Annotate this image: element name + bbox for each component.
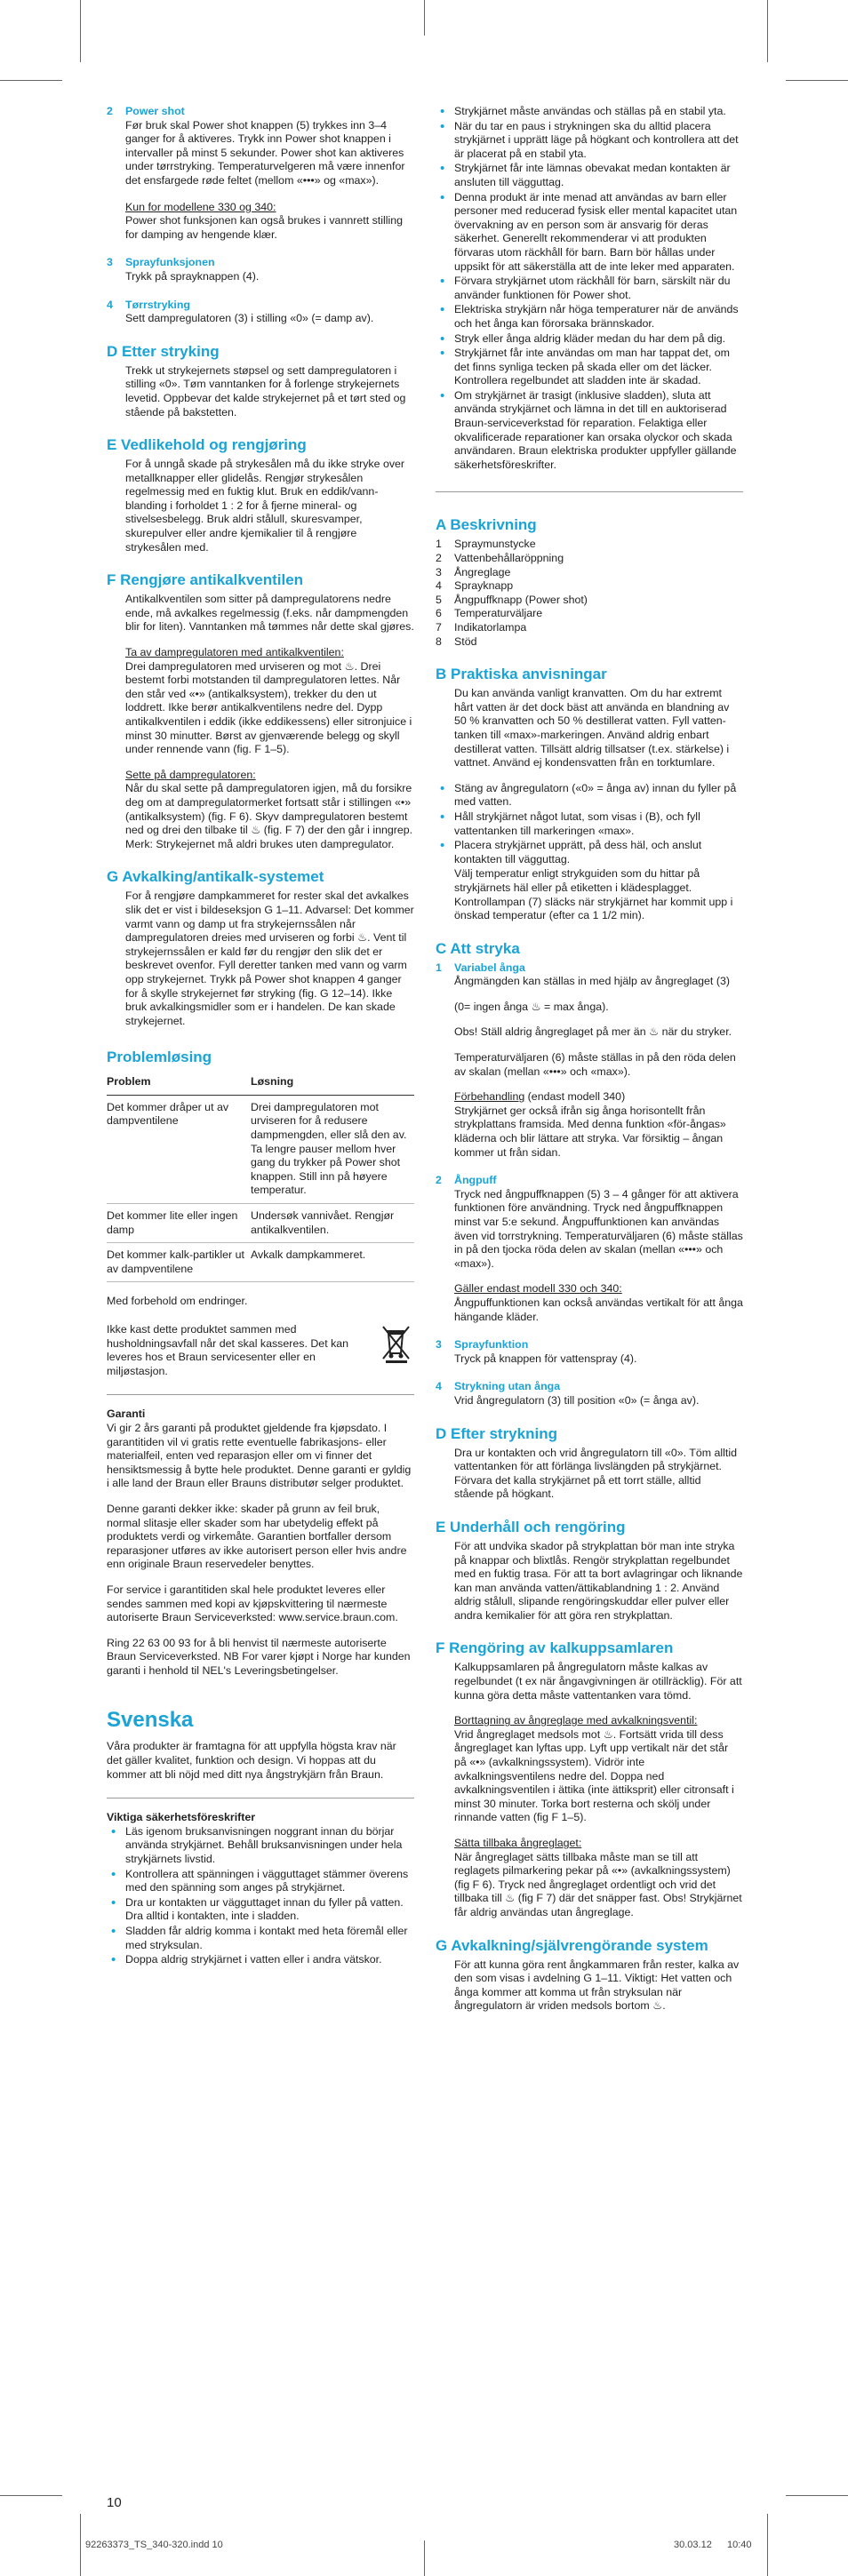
section-heading-g: G Avkalkning/självrengörande system: [436, 1936, 708, 1954]
crop-mark: [80, 0, 81, 62]
crop-mark: [767, 0, 768, 62]
left-column: [107, 105, 414, 1968]
svenska-intro: Våra produkter är framtagna för att uppfylla högsta krav när det gäller kvalitet, funktion och design. Vi hoppas att du kommer att bli nöjd med ditt nya ångstrykjärn från Braun.: [107, 1740, 396, 1781]
item-subtext: Power shot funksjonen kan også brukes i vannrett stilling for damping av hengende klær.: [125, 214, 404, 241]
list-item: [436, 635, 743, 650]
troubleshooting-table: [107, 1070, 414, 1282]
section-text: For å rengjøre dampkammeret for rester skal det avkalkes slik det er vist i bildeseksjon G 1–11. Advarsel: Det kommer varmt vann og damp ut fra strykejernssålen når dampregulatoren dreies med urviseren og forbi ♨. Vent til strykejernssålen er kald før du rengjør den slik det er beskrevet ovenfor. Fyll deretter tanken med vann og varm opp strykejernet. Trykk på Power shot knappen 4 ganger for å skylle strykejernet før stryking (fig. G 12–14). Ikke bruk avkalkingsmidler som er i handelen. De kan skade strykejernet.: [125, 889, 414, 1027]
footer-time: 10:40: [727, 2540, 752, 2550]
crop-mark: [0, 2495, 62, 2496]
safety-heading: Viktiga säkerhetsföreskrifter: [107, 1811, 256, 1824]
table-row: [107, 1095, 414, 1203]
item-subheading: Gäller endast modell 330 och 340:: [454, 1282, 622, 1296]
part-number: 6: [436, 607, 442, 620]
problem-cell: Det kommer kalk-partikler ut av dampventilene: [107, 1243, 251, 1282]
problem-cell: Det kommer lite eller ingen damp: [107, 1204, 251, 1243]
part-name: Ångreglage: [454, 565, 511, 578]
item-title: Variabel ånga: [454, 961, 525, 974]
list-item: [436, 579, 743, 594]
crop-mark: [80, 2514, 81, 2576]
item-text: Sett dampregulatoren (3) i stilling «0» (= damp av).: [125, 312, 374, 325]
list-item: • Doppa aldrig strykjärnet i vatten eller i andra vätskor.: [125, 1953, 414, 1967]
disclaimer-note: Med forbehold om endringer.: [107, 1295, 248, 1308]
item-title: Ångpuff: [454, 1174, 497, 1187]
norsk-item-power-shot: [107, 105, 414, 242]
norsk-item-spray: [107, 256, 414, 283]
section-heading-d: D Efter strykning: [436, 1424, 557, 1442]
part-name: Temperaturväljare: [454, 607, 543, 620]
section-text: Trekk ut strykejernets støpsel og sett dampregulatoren i stilling «0». Tøm vanntanken for å forlenge strykejernets levetid. Oppbevar det kalde strykejernet på et tørt sted og stående på bakstetten.: [125, 363, 406, 419]
list-item: • Strykjärnet måste användas och ställas på en stabil yta.: [454, 105, 743, 119]
weee-notice: [107, 1323, 414, 1378]
section-heading-a: A Beskrivning: [436, 516, 537, 534]
section-heading-f: F Rengjøre antikalkventilen: [107, 571, 304, 589]
list-item: • Läs igenom bruksanvisningen noggrant innan du börjar använda strykjärnet. Behåll bruksanvisningen under hela strykjärnets livstid.: [125, 1825, 414, 1867]
part-number: 5: [436, 593, 442, 606]
crop-mark: [767, 2514, 768, 2576]
filling-steps: [436, 782, 743, 867]
item-number: 3: [107, 256, 113, 269]
list-item: [436, 566, 743, 580]
crop-mark: [424, 2540, 425, 2576]
troubleshooting-heading: Problemløsing: [107, 1049, 212, 1066]
footer-date: 30.03.12: [674, 2540, 712, 2550]
norsk-item-torrstryking: [107, 299, 414, 326]
list-item: • Håll strykjärnet något lutat, som visas i (B), och fyll vattentanken till markeringen «max».: [454, 810, 743, 838]
column-header-solution: Løsning: [251, 1070, 414, 1095]
list-item: • Strykjärnet får inte användas om man har tappat det, om det finns synliga tecken på skada eller om det läcker. Kontrollera regelbundet att sladden inte är skadad.: [454, 347, 743, 388]
item-subheading: Förbehandling: [454, 1090, 525, 1104]
part-name: Vattenbehållaröppning: [454, 552, 564, 565]
garanti-text: Vi gir 2 års garanti på produktet gjeldende fra kjøpsdato. I garantitiden vil vi gratis rette eventuelle fabrikasjons- eller materialfeil, enten ved reparasjon eller om vi finner det hensiktsmessig å bytte hele produktet. Denne garanti er gyldig i alle land der Braun eller Brauns distributør selger produktet.: [107, 1421, 412, 1490]
part-number: 2: [436, 552, 442, 565]
item-number: 3: [436, 1338, 442, 1352]
svenska-heading: Svenska: [107, 1708, 194, 1733]
divider: [107, 1394, 414, 1395]
part-number: 3: [436, 565, 442, 578]
item-subheading-rest: (endast modell 340): [524, 1090, 626, 1104]
list-item: • Placera strykjärnet upprätt, på dess häl, och anslut kontakten till vägguttag.: [454, 839, 743, 866]
crop-mark: [0, 80, 62, 81]
list-item: [436, 552, 743, 566]
part-name: Stöd: [454, 634, 477, 648]
section-subheading: Sätta tillbaka ångreglaget:: [454, 1837, 582, 1849]
part-number: 8: [436, 634, 442, 648]
section-text: For å unngå skade på strykesålen må du ikke stryke over metallknapper eller glidelås. Rengjør strykesålen regelmessig med en fuktig klut. Bruk en eddik/vann-blanding i forholdet 1 : 2 for å fjerne mineral- og stivelsesbelegg. Bruk aldri stålull, skuresvamper, skurepulver eller andre kjemikalier til å rengjøre strykesålen med.: [125, 458, 405, 554]
solution-cell: Avkalk dampkammeret.: [251, 1243, 414, 1282]
garanti-text: For service i garantitiden skal hele produktet leveres eller sendes sammen med kopi av kjøpskvittering til nærmeste autoriserte Braun Serviceverksted: www.service.braun.com.: [107, 1583, 398, 1624]
item-title: Sprayfunktion: [454, 1338, 529, 1352]
section-heading-b: B Praktiska anvisningar: [436, 666, 607, 683]
divider: [436, 491, 743, 492]
item-text: Tryck på knappen för vattenspray (4).: [454, 1352, 637, 1365]
crossed-bin-icon: [379, 1323, 414, 1364]
svenska-item-variabel-anga: [436, 961, 743, 1160]
parts-list: [436, 538, 743, 649]
item-text: Obs! Ställ aldrig ångreglaget på mer än ♨ när du stryker.: [454, 1025, 732, 1039]
list-item: • Sladden får aldrig komma i kontakt med heta föremål eller med stryksulan.: [125, 1925, 414, 1952]
item-number: 2: [107, 105, 113, 117]
list-item: [436, 621, 743, 635]
list-item: • Förvara strykjärnet utom räckhåll för barn, särskilt när du använder funktionen för Power shot.: [454, 275, 743, 302]
list-item: [436, 607, 743, 621]
section-heading-e: E Underhåll och rengöring: [436, 1518, 626, 1535]
section-heading-d: D Etter stryking: [107, 342, 220, 360]
item-text: Strykjärnet ger också ifrån sig ånga horisontellt från strykplattans framsida. Med denna funktion «för-ångas» kläderna och blir lättare att stryka. Var försiktig – ångan kommer ut från sidan.: [454, 1104, 726, 1159]
safety-list: [107, 1825, 414, 1967]
table-header-row: [107, 1070, 414, 1095]
section-text: Dra ur kontakten och vrid ångregulatorn till «0». Töm alltid vattentanken för att förlänga livslängden på strykjärnet. Förvara det kalla strykjärnet på ett torrt ställe, alltid stående på högkant.: [454, 1446, 737, 1501]
list-item: • Kontrollera att spänningen i vägguttaget stämmer överens med den spänning som anges på strykjärnet.: [125, 1868, 414, 1895]
item-text: Trykk på sprayknappen (4).: [125, 269, 260, 283]
section-heading-e: E Vedlikehold og rengjøring: [107, 436, 307, 454]
list-item: [436, 538, 743, 552]
page-number: 10: [107, 2495, 122, 2510]
section-text: För att undvika skador på strykplattan bör man inte stryka på knappar och blixtlås. Rengör strykplattan regelbundet med en fuktig trasa. För att ta bort avlagringar och liknande kan man använda vatten/ättikablandning 1 : 2. Använd aldrig stålull, slipande rengöringskuddar eller pulver eller andra kemikalier för att göra ren strykplattan.: [454, 1539, 743, 1622]
crop-mark: [786, 2495, 848, 2496]
solution-cell: Drei dampregulatoren mot urviseren for å redusere dampmengden, eller slå den av. Ta lengre pauser mellom hver gang du trykker på Power shot knappen. Still inn på høyere temperatur.: [251, 1095, 414, 1203]
section-text: Välj temperatur enligt strykguiden som du hittar på strykjärnets häl eller på etiketten i klädesplagget. Kontrollampan (7) släcks när strykjärnet har kommit upp i önskad temperatur (efter ca 1 1/2 min).: [454, 867, 733, 922]
section-text: Når du skal sette på dampregulatoren igjen, må du forsikre deg om at dampregulatormerket fortsatt står i stillingen «•» (antikalksystem) (fig. F 6). Skyv dampregulatoren bestemt ned og drei den tilbake til ♨ (fig. F 7) der den går i inngrep. Merk: Strykejernet må aldri brukes uten dampregulator.: [125, 782, 413, 850]
list-item: • Om strykjärnet är trasigt (inklusive sladden), sluta att använda strykjärnet och lämna in det till en auktoriserad Braun-serviceverkstad för reparation. Felaktiga eller okvalificerade reparationer kan orsaka olyckor och skada användaren. Braun elektriska produkter uppfyller gällande säkerhetsföreskrifter.: [454, 389, 743, 473]
list-item: • Dra ur kontakten ur vägguttaget innan du fyller på vatten. Dra alltid i kontakten, inte i sladden.: [125, 1896, 414, 1924]
garanti-heading: Garanti: [107, 1408, 146, 1421]
section-text: Vrid ångreglaget medsols mot ♨. Fortsätt vrida till dess ångreglaget kan lyftas upp. Lyft upp vertikalt när det står på «•» (avkalkningssystem). Vidrör inte avkalkningsventilens nedre del. Doppa ned avkalkningsventilen i ättika (inte ättiksprit) eller citronsaft i minst 30 minuter. Torka bort resterna och skölj under rinnande vatten (fig F 1–5).: [454, 1727, 734, 1824]
item-subheading: Kun for modellene 330 og 340:: [125, 200, 276, 213]
list-item: • Strykjärnet får inte lämnas obevakat medan kontakten är ansluten till vägguttag.: [454, 162, 743, 189]
part-number: 4: [436, 579, 442, 593]
item-title: Tørrstryking: [125, 298, 190, 311]
column-header-problem: Problem: [107, 1070, 251, 1095]
item-text: Temperaturväljaren (6) måste ställas in på den röda delen av skalan (mellan «•••» och «max»).: [454, 1051, 736, 1078]
crop-mark: [424, 0, 425, 36]
item-text: Vrid ångregulatorn (3) till position «0» (= ånga av).: [454, 1393, 700, 1407]
item-number: 2: [436, 1174, 442, 1187]
section-text: När ångreglaget sätts tillbaka måste man se till att reglagets pilmarkering pekar på «•» (avkalkningssystem) (fig F 6). Tryck ned ångreglaget ordentligt och vrid det tillbaka till ♨ (fig F 7) där det snäpper fast. Obs! Strykjärnet får aldrig användas utan ångreglage.: [454, 1850, 742, 1918]
list-item: • Stäng av ångregulatorn («0» = ånga av) innan du fyller på med vatten.: [454, 782, 743, 809]
section-subheading: Borttagning av ångreglage med avkalkningsventil:: [454, 1714, 698, 1727]
section-text: Antikalkventilen som sitter på dampregulatorens nedre ende, må avkalkes regelmessig (f.eks. når dampmengden blir for liten). Vanntanken må tømmes når dette skal gjøres.: [125, 593, 414, 634]
item-number: 4: [107, 298, 113, 311]
list-item: • När du tar en paus i strykningen ska du alltid placera strykjärnet i upprätt läge på högkant och kontrollera att det är placerat på en stabil yta.: [454, 120, 743, 162]
section-text: För att kunna göra rent ångkammaren från rester, kalka av den som visas i avdelning G 1–11. Viktigt: Het vatten och ånga kommer att komma ut från stryksulan när ångregulatorn är vriden medsols bortom ♨.: [454, 1958, 740, 2013]
item-title: Power shot: [125, 105, 185, 117]
part-name: Indikatorlampa: [454, 621, 527, 634]
item-number: 4: [436, 1380, 442, 1393]
list-item: • Denna produkt är inte menad att användas av barn eller personer med reducerad fysisk eller mental kapacitet utan övervakning av en person som är ansvarig för deras säkerhet. Generellt rekommenderar vi att produkten förvaras utom räckhåll för barn. Barn bör hållas under uppsikt för att säkerställa att de inte leker med apparaten.: [454, 191, 743, 275]
item-title: Strykning utan ånga: [454, 1380, 561, 1393]
safety-list-continued: [436, 105, 743, 472]
section-heading-c: C Att stryka: [436, 939, 520, 957]
svenska-item-utan-anga: [436, 1380, 743, 1408]
list-item: • Stryk eller ånga aldrig kläder medan du har dem på dig.: [454, 332, 743, 347]
item-text: (0= ingen ånga ♨ = max ånga).: [454, 1000, 609, 1013]
solution-cell: Undersøk vannivået. Rengjør antikalkventilen.: [251, 1204, 414, 1243]
item-title: Sprayfunksjonen: [125, 256, 215, 269]
section-subheading: Sette på dampregulatoren:: [125, 768, 256, 781]
crop-mark: [786, 80, 848, 81]
section-text: Kalkuppsamlaren på ångregulatorn måste kalkas av regelbundet (t ex när ångavgivningen är otillräcklig). För att kunna göra detta måste vattentanken vara tömd.: [454, 1661, 742, 1702]
section-heading-f: F Rengöring av kalkuppsamlaren: [436, 1639, 674, 1657]
item-text: Tryck ned ångpuffknappen (5) 3 – 4 gånger för att aktivera funktionen före användning. Tryck ned ångpuffknappen minst var 5:e sekund. Ångpuffunktionen kan användas även vid torrstrykning. Temperaturväljaren (6) måste ställas in på den tjocka röda delen av skalan (mellan «•••» och «max»).: [454, 1187, 743, 1270]
weee-text: Ikke kast dette produktet sammen med husholdningsavfall når det skal kasseres. Det kan leveres hos et Braun servicesenter eller en miljøstasjon.: [107, 1323, 349, 1377]
list-item: • Elektriska strykjärn når höga temperaturer när de används och het ånga kan förorsaka brännskador.: [454, 303, 743, 331]
section-heading-g: G Avkalking/antikalk-systemet: [107, 868, 324, 886]
problem-cell: Det kommer dråper ut av dampventilene: [107, 1095, 251, 1203]
table-row: [107, 1243, 414, 1282]
footer-filename: 92263373_TS_340-320.indd 10: [85, 2540, 223, 2550]
section-subheading: Ta av dampregulatoren med antikalkventilen:: [125, 646, 344, 659]
svenska-item-sprayfunktion: [436, 1338, 743, 1366]
item-number: 1: [436, 961, 442, 974]
svenska-item-angpuff: [436, 1174, 743, 1324]
part-number: 7: [436, 621, 442, 634]
part-number: 1: [436, 538, 442, 551]
garanti-text: Denne garanti dekker ikke: skader på grunn av feil bruk, normal slitasje eller skader som har ubetydelig effekt på produktets verdi og virkemåte. Garantien bortfaller dersom reparasjoner utføres av ikke autorisert person eller hvis andre enn originale Braun reservedeler benyttes.: [107, 1502, 407, 1571]
section-text: Drei dampregulatoren med urviseren og mot ♨. Drei bestemt forbi motstanden til dampregulatoren lettes. Når den står ved «•» (antikalksystem), trekker du den ut loddrett. Ikke berør antikalkventilens nedre del. Dypp antikalkventilen i eddik (ikke eddikessens) eller sitronjuice i minst 30 minutter. Børst av gjenværende belegg og skyll under rennende vann (fig. F 1–5).: [125, 659, 412, 756]
part-name: Ångpuffknapp (Power shot): [454, 593, 588, 606]
section-text: Du kan använda vanligt kranvatten. Om du har extremt hårt vatten är det dock bäst att använda en blandning av 50 % kranvatten och 50 % destillerat vatten. Fyll vatten-tanken till «max»-markeringen. Använd aldrig enbart destillerat vatten. Tillsätt aldrig tillsatser (t.ex. stärkelse) i vattnet. Använd ej kondensvatten från en torktumlare.: [454, 687, 730, 770]
list-item: [436, 594, 743, 608]
garanti-text: Ring 22 63 00 93 for å bli henvist til nærmeste autoriserte Braun Serviceverksted. NB For varer kjøpt i Norge har kunden garanti i henhold til NEL's Leveringsbetingelser.: [107, 1636, 411, 1677]
table-row: [107, 1204, 414, 1243]
part-name: Sprayknapp: [454, 579, 514, 593]
item-text: Før bruk skal Power shot knappen (5) trykkes inn 3–4 ganger for å aktiveres. Trykk inn Power shot knappen i intervaller på minst 5 sekunder. Power shot kan aktiveres under tørrstryking. Temperaturvelgeren må være innenfor det ensfargede røde feltet (mellom «•••» og «max»).: [125, 118, 405, 187]
part-name: Spraymunstycke: [454, 538, 536, 551]
item-text: Ångmängden kan ställas in med hjälp av ångreglaget (3): [454, 975, 730, 988]
item-text: Ångpuffunktionen kan också användas vertikalt för att ånga hängande kläder.: [454, 1296, 743, 1323]
right-column: [436, 105, 743, 2014]
